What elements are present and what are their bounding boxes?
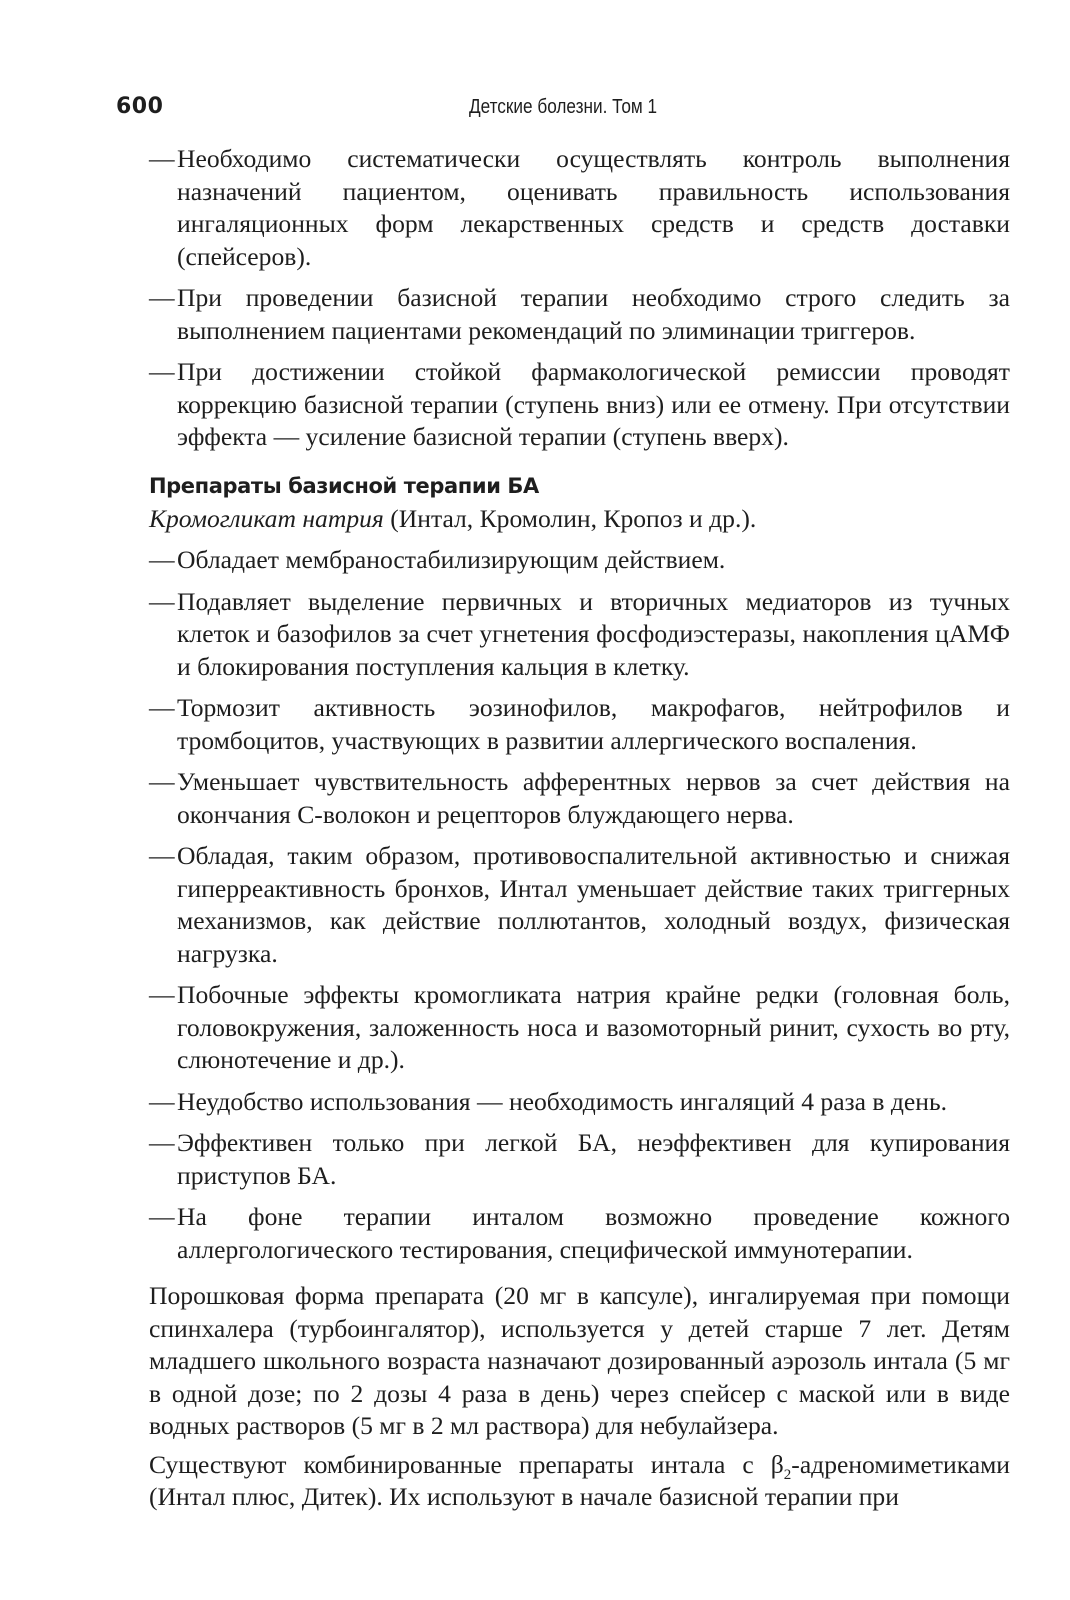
list-item bbox=[149, 1127, 1010, 1192]
list-item bbox=[149, 1201, 1010, 1266]
list-top bbox=[149, 143, 1010, 454]
page-number: 600 bbox=[116, 94, 164, 119]
list-item-text: При достижении стойкой фармакологической ремиссии проводят коррекцию базисной терапии (ступень вниз) или ее отмену. При отсутствии эффекта — усиление базисной терапии (ступень вверх). bbox=[177, 357, 1010, 451]
book-title: Детские болезни. Том 1 bbox=[468, 96, 658, 118]
drug-line bbox=[149, 503, 1010, 536]
paragraph-text-end: -адреномиметиками (Интал плюс, Дитек). Их используют в начале базисной терапии при bbox=[149, 1449, 1010, 1511]
list-item-text: При проведении базисной терапии необходимо строго следить за выполнением пациентами рекомендаций по элиминации триггеров. bbox=[177, 283, 1010, 345]
paragraph-combined-drugs bbox=[149, 1449, 1010, 1514]
running-head bbox=[116, 94, 1010, 124]
list-dash: — bbox=[149, 767, 175, 796]
list-item bbox=[149, 979, 1010, 1077]
list-dash: — bbox=[149, 545, 175, 574]
list-dash: — bbox=[149, 980, 175, 1009]
subscript-2: 2 bbox=[783, 1466, 792, 1483]
list-dash: — bbox=[149, 283, 175, 312]
list-drug-properties bbox=[149, 544, 1010, 1266]
list-item bbox=[149, 544, 1010, 577]
list-item-text: Необходимо систематически осуществлять контроль выполнения назначений пациентом, оценивать правильность использования ингаляционных форм лекарственных средств и средств доставки (спейсеров). bbox=[177, 144, 1010, 271]
list-item bbox=[149, 586, 1010, 684]
list-item-text: Обладая, таким образом, противовоспалительной активностью и снижая гиперреактивность бронхов, Интал уменьшает действие таких триггерных механизмов, как действие поллютантов, холодный воздух, физическая нагрузка. bbox=[177, 841, 1010, 968]
list-item bbox=[149, 692, 1010, 757]
list-item-text: На фоне терапии инталом возможно проведение кожного аллергологического тестирования, специфической иммунотерапии. bbox=[177, 1202, 1010, 1264]
section-heading: Препараты базисной терапии БА bbox=[149, 473, 539, 498]
list-dash: — bbox=[149, 693, 175, 722]
paragraph-powder-form: Порошковая форма препарата (20 мг в капсуле), ингалируемая при помощи спинхалера (турбоингалятор), используется у детей старше 7 лет. Детям младшего школьного возраста назначают дозированный аэрозоль интала (5 мг в одной дозе; по 2 дозы 4 раза в день) через спейсер с маской или в виде водных растворов (5 мг в 2 мл раствора) для небулайзера. bbox=[149, 1281, 1010, 1440]
list-dash: — bbox=[149, 144, 175, 173]
list-item bbox=[149, 766, 1010, 831]
list-item-text: Побочные эффекты кромогликата натрия крайне редки (головная боль, головокружения, заложенность носа и вазомоторный ринит, сухость во рту, слюнотечение и др.). bbox=[177, 980, 1010, 1074]
list-dash: — bbox=[149, 1086, 175, 1116]
drug-name: Кромогликат натрия bbox=[149, 503, 384, 533]
list-item bbox=[149, 143, 1010, 273]
list-item-text: Уменьшает чувствительность афферентных нервов за счет действия на окончания С-волокон и рецепторов блуждающего нерва. bbox=[177, 767, 1010, 829]
list-item-text: Эффективен только при легкой БА, неэффективен для купирования приступов БА. bbox=[177, 1128, 1010, 1190]
list-item bbox=[149, 840, 1010, 970]
list-item bbox=[149, 282, 1010, 347]
list-item-text: Неудобство использования — необходимость ингаляций 4 раза в день. bbox=[177, 1086, 948, 1116]
list-dash: — bbox=[149, 586, 175, 616]
list-item-text: Обладает мембраностабилизирующим действием. bbox=[177, 545, 726, 574]
list-item-text: Тормозит активность эозинофилов, макрофагов, нейтрофилов и тромбоцитов, участвующих в развитии аллергического воспаления. bbox=[177, 693, 1010, 755]
list-item-text: Подавляет выделение первичных и вторичных медиаторов из тучных клеток и базофилов за счет угнетения фосфодиэстеразы, накопления цАМФ и блокирования поступления кальция в клетку. bbox=[177, 586, 1010, 681]
list-dash: — bbox=[149, 1202, 175, 1231]
list-item bbox=[149, 1086, 1010, 1119]
list-dash: — bbox=[149, 841, 175, 870]
page-content bbox=[149, 143, 1010, 1514]
list-dash: — bbox=[149, 357, 175, 386]
list-dash: — bbox=[149, 1128, 175, 1157]
drug-brands: (Интал, Кромолин, Кропоз и др.). bbox=[383, 503, 757, 533]
list-item bbox=[149, 356, 1010, 454]
paragraph-text-start: Существуют комбинированные препараты интала с β bbox=[149, 1449, 784, 1479]
